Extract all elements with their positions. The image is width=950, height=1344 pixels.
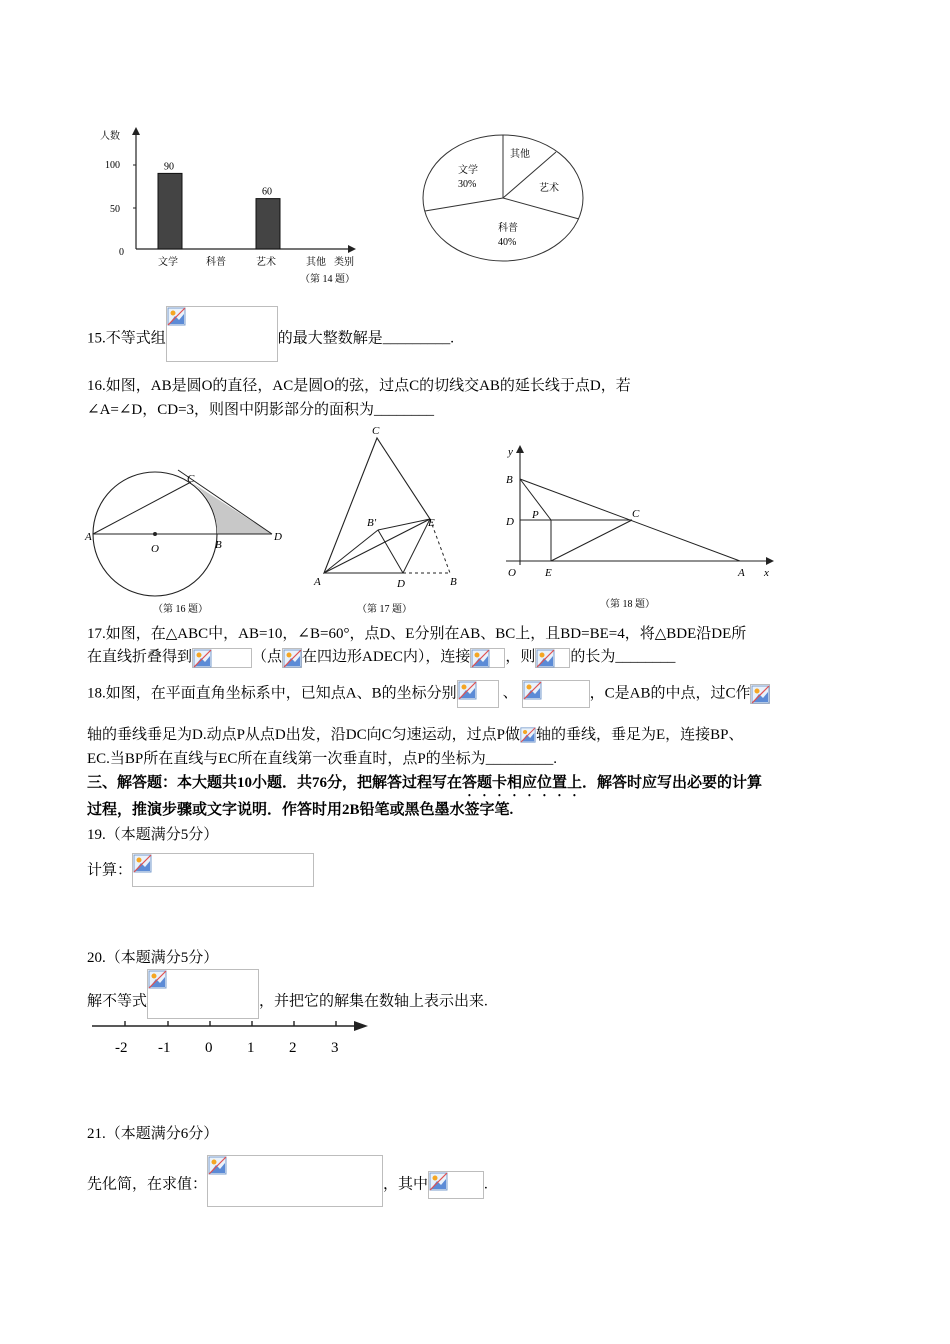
fig18-label-y: y — [508, 446, 513, 458]
q21-line — [87, 1163, 488, 1207]
broken-image-icon — [167, 307, 186, 326]
q17-formula-image — [470, 648, 505, 668]
section3-line-1 — [87, 773, 762, 800]
q18-text: 轴的垂线，垂足为E，连接BP、 — [535, 727, 744, 743]
broken-image-icon — [429, 1172, 448, 1191]
broken-image-icon — [208, 1156, 227, 1175]
figure-17-caption: （第 17 题） — [357, 604, 412, 615]
number-line-tick: 3 — [331, 1040, 339, 1056]
q18-formula-image — [457, 680, 499, 708]
q21-prefix: 先化简，在求值： — [87, 1176, 208, 1193]
fig17-label-A: A — [314, 576, 321, 588]
q15-formula-image — [166, 306, 278, 362]
number-line-tick: 1 — [247, 1040, 255, 1056]
q21-formula-image — [207, 1155, 383, 1207]
y-tick-label: 100 — [105, 160, 120, 171]
q20-suffix: ，并把它的解集在数轴上表示出来. — [259, 993, 488, 1010]
q20-line — [87, 985, 488, 1019]
bar-value-label: 60 — [262, 186, 272, 198]
broken-image-icon — [193, 649, 212, 668]
fig18-label-A: A — [738, 567, 745, 579]
q17-text: ，则 — [505, 649, 536, 665]
broken-image-icon — [471, 649, 490, 668]
q17-formula-image — [192, 648, 252, 668]
q18-text: ，C是AB的中点，过C作 — [589, 685, 751, 702]
figure-18-caption: （第 18 题） — [600, 599, 655, 610]
q17-text: 的长为________ — [570, 649, 676, 665]
q19-label: 计算： — [87, 862, 133, 879]
q18-text: 、 — [502, 685, 518, 702]
q21-formula-image — [428, 1171, 484, 1199]
q15-line — [87, 316, 454, 362]
figure-16-caption: （第 16 题） — [153, 604, 208, 615]
q18-formula-image — [520, 727, 536, 745]
pie-slice-pct: 30% — [458, 179, 477, 190]
y-tick-label: 0 — [119, 247, 124, 258]
q18-text: 轴的垂线垂足为D.动点P从点D出发，沿DC向C匀速运动，过点P做 — [87, 727, 520, 743]
x-category-label: 其他 — [306, 257, 326, 268]
fig17-label-C: C — [372, 425, 380, 437]
number-line-tick: 0 — [205, 1040, 213, 1056]
q19-title: 19.（本题满分5分） — [87, 827, 219, 843]
q18-text: 18.如图，在平面直角坐标系中，已知点A、B的坐标分别 — [87, 685, 457, 702]
q21-mid: ，其中 — [383, 1176, 429, 1193]
fig18-label-E: E — [545, 567, 552, 579]
fig18-label-D: D — [506, 516, 514, 528]
pie-slice-pct: 40% — [498, 237, 517, 248]
q21-suffix: . — [484, 1176, 488, 1193]
broken-image-icon — [283, 649, 302, 668]
q17-text: 在四边形ADEC内），连接 — [302, 649, 471, 665]
fig16-label-B: B — [215, 539, 222, 551]
q16-line-2: ∠A=∠D，CD=3，则图中阴影部分的面积为________ — [87, 402, 435, 418]
q18-formula-image — [522, 680, 590, 708]
figure-14 — [90, 125, 559, 290]
q17-formula-image — [535, 648, 570, 668]
q20-formula-image — [147, 969, 259, 1019]
broken-image-icon — [458, 681, 477, 700]
pie-chart — [423, 135, 583, 261]
y-axis-label: 人数 — [100, 131, 120, 142]
figure-16 — [85, 468, 290, 618]
fig16-label-C: C — [187, 473, 195, 485]
fig17-label-E: E — [428, 517, 435, 529]
fig18-label-B: B — [506, 474, 513, 486]
broken-image-icon — [148, 970, 167, 989]
number-line-tick: -1 — [158, 1040, 171, 1056]
bar-艺术 — [256, 199, 280, 249]
fig18-label-x: x — [764, 567, 769, 579]
x-category-label: 艺术 — [256, 257, 276, 268]
broken-image-icon — [133, 854, 152, 873]
q17-text: （点 — [252, 649, 283, 665]
figure-17 — [312, 420, 472, 618]
q18-formula-image — [750, 684, 770, 704]
number-line-tick: 2 — [289, 1040, 297, 1056]
y-tick-label: 50 — [110, 204, 120, 215]
pie-slice-label: 科普 — [498, 223, 518, 234]
q19-line — [87, 855, 314, 887]
q17-line-1: 17.如图，在△ABC中，AB=10，∠B=60°，点D、E分别在AB、BC上，且BD=BE=4，将△BDE沿DE所 — [87, 626, 747, 642]
fig17-label-Bp: B' — [367, 517, 377, 529]
section3-text: ．解答时应写出必要的计算 — [582, 775, 763, 791]
q20-prefix: 解不等式 — [87, 993, 148, 1010]
broken-image-icon — [520, 727, 536, 743]
section3-emphasis: 答题卡相应位置上 — [462, 775, 583, 791]
figure-14-caption: （第 14 题） — [300, 274, 355, 285]
number-line — [88, 1016, 373, 1061]
q15-suffix: 的最大整数解是_________. — [277, 330, 455, 347]
x-category-label: 文学 — [158, 257, 178, 268]
fig17-label-D: D — [397, 578, 405, 590]
q17-formula-image — [282, 648, 302, 668]
q18-line-3: EC.当BP所在直线与EC所在直线第一次垂直时，点P的坐标为_________. — [87, 751, 558, 767]
bar-文学 — [158, 173, 182, 249]
broken-image-icon — [751, 685, 770, 704]
section3-text: 三、解答题：本大题共10小题．共76分，把解答过程写在 — [87, 775, 463, 791]
fig18-label-O: O — [508, 567, 516, 579]
q17-line-2 — [87, 647, 675, 668]
fig17-label-B: B — [450, 576, 457, 588]
fig18-label-P: P — [532, 509, 539, 521]
fig16-label-O: O — [151, 543, 159, 555]
fig18-label-C: C — [632, 508, 640, 520]
q17-text: 在直线折叠得到 — [87, 649, 193, 665]
q15-prefix: 15.不等式组 — [87, 330, 166, 347]
q19-formula-image — [132, 853, 314, 887]
q20-title: 20.（本题满分5分） — [87, 950, 219, 966]
x-axis-label: 类别 — [334, 257, 354, 268]
x-category-label: 科普 — [206, 257, 226, 268]
broken-image-icon — [523, 681, 542, 700]
q18-line-1 — [87, 680, 770, 708]
pie-slice-label: 文学 — [458, 165, 478, 176]
section3-line-2: 过程，推演步骤或文字说明．作答时用2B铅笔或黑色墨水签字笔. — [87, 802, 514, 818]
broken-image-icon — [536, 649, 555, 668]
figure-18 — [500, 445, 785, 615]
q21-title: 21.（本题满分6分） — [87, 1126, 219, 1142]
pie-slice-label: 其他 — [510, 149, 530, 160]
q18-line-2 — [87, 725, 743, 745]
pie-slice-label: 艺术 — [539, 183, 559, 194]
bar-value-label: 90 — [164, 161, 174, 173]
fig16-label-D: D — [274, 531, 282, 543]
fig16-label-A: A — [85, 531, 92, 543]
number-line-tick: -2 — [115, 1040, 128, 1056]
q16-line-1: 16.如图，AB是圆O的直径，AC是圆O的弦，过点C的切线交AB的延长线于点D，若 — [87, 378, 631, 394]
